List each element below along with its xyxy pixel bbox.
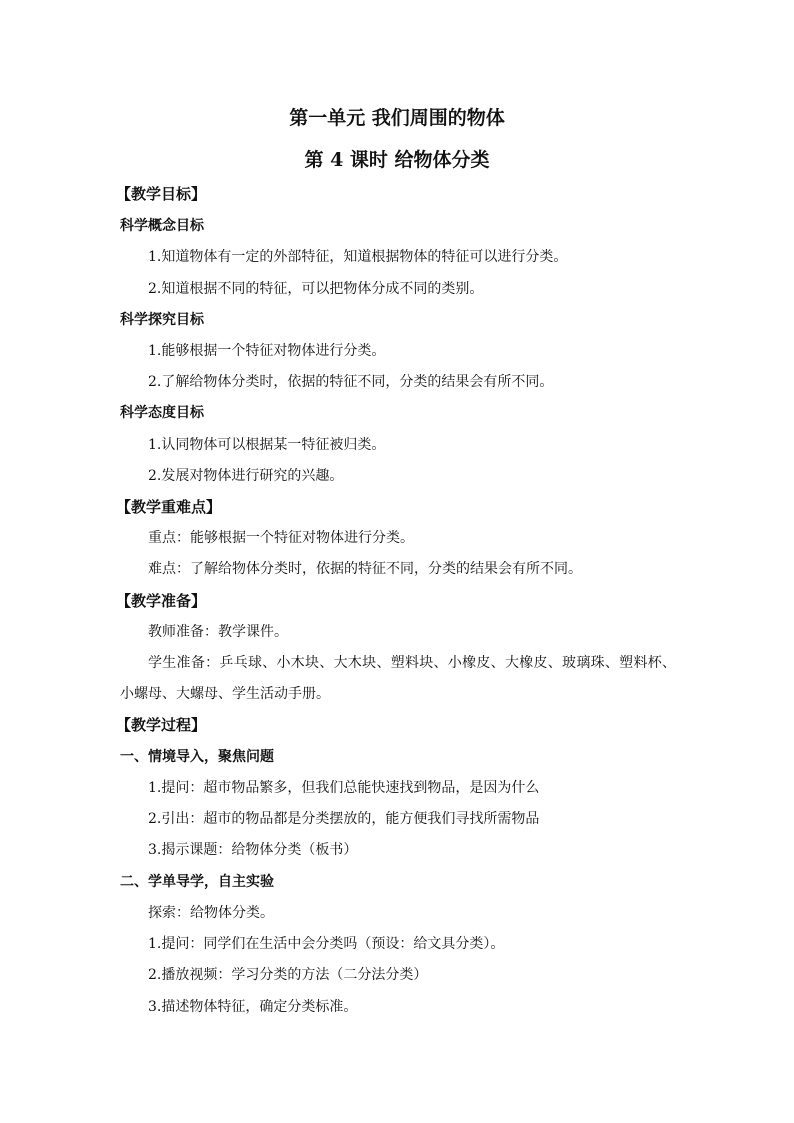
concept-objective-item: 1.知道物体有一定的外部特征，知道根据物体的特征可以进行分类。 [148,249,568,265]
process-heading: 【教学过程】 [116,716,207,734]
process-part1-heading: 一、情境导入，聚焦问题 [120,749,274,765]
key-point-focus: 重点：能够根据一个特征对物体进行分类。 [148,530,414,546]
inquiry-objective-item: 2.了解给物体分类时，依据的特征不同，分类的结果会有所不同。 [148,374,554,390]
attitude-objective-item: 1.认同物体可以根据某一特征被归类。 [148,437,386,453]
inquiry-objectives-heading: 科学探究目标 [120,312,204,328]
objectives-heading: 【教学目标】 [116,185,207,203]
process-part2-heading: 二、学单导学，自主实验 [120,874,274,890]
attitude-objectives-heading: 科学态度目标 [120,405,204,421]
process-part2-item: 3.描述物体特征，确定分类标准。 [148,999,358,1015]
attitude-objective-item: 2.发展对物体进行研究的兴趣。 [148,468,344,484]
student-preparation: 学生准备：乒乓球、小木块、大木块、塑料块、小橡皮、大橡皮、玻璃珠、塑料杯、小螺母、大螺母、学生活动手册。 [120,655,676,702]
key-point-difficulty: 难点：了解给物体分类时，依据的特征不同，分类的结果会有所不同。 [148,561,582,577]
process-part1-item: 2.引出：超市的物品都是分类摆放的，能方便我们寻找所需物品 [148,811,540,827]
key-points-heading: 【教学重难点】 [116,498,222,516]
concept-objectives-heading: 科学概念目标 [120,218,204,234]
preparation-heading: 【教学准备】 [116,592,207,610]
concept-objective-item: 2.知道根据不同的特征，可以把物体分成不同的类别。 [148,281,484,297]
inquiry-objective-item: 1.能够根据一个特征对物体进行分类。 [148,343,386,359]
unit-title: 第一单元 我们周围的物体 [289,107,505,129]
teacher-preparation: 教师准备：教学课件。 [148,624,288,640]
process-part1-item: 3.揭示课题：给物体分类（板书） [148,842,358,858]
process-part1-item: 1.提问：超市物品繁多，但我们总能快速找到物品，是因为什么 [148,780,540,796]
process-part2-item: 2.播放视频：学习分类的方法（二分法分类） [148,967,428,983]
process-part2-item: 1.提问：同学们在生活中会分类吗（预设：给文具分类）。 [148,936,505,952]
lesson-title: 第 4 课时 给物体分类 [304,149,490,171]
process-part2-intro: 探索：给物体分类。 [148,905,274,921]
